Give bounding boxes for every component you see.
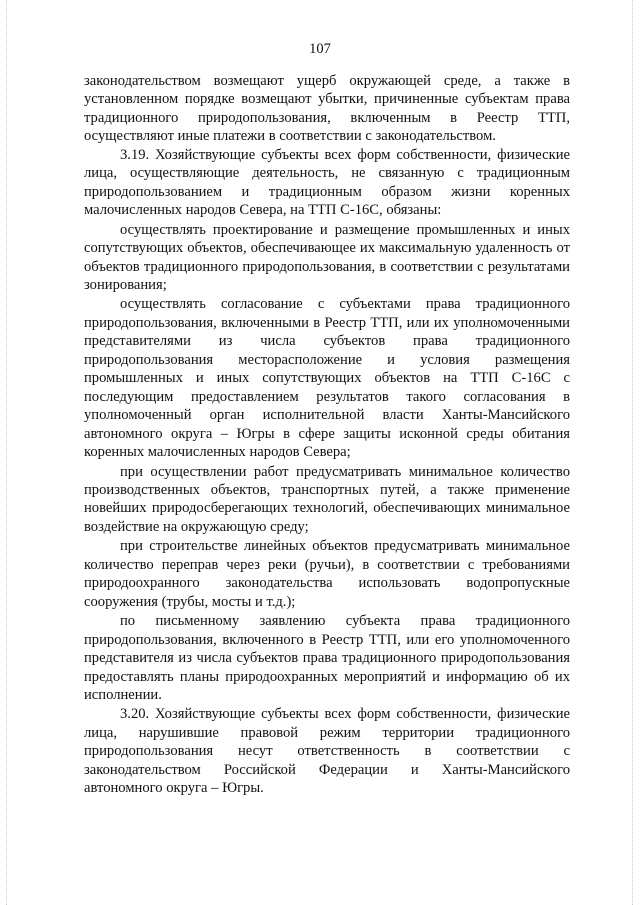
scan-edge-right bbox=[632, 0, 634, 905]
document-body bbox=[84, 72, 570, 798]
paragraph-obligation-river-crossings: при строительстве линейных объектов предусматривать минимальное количество переправ через реки (ручьи), в соответствии с требованиями природоохранного законодательства использовать водопропускные сооружения (трубы, мосты и т.д.); bbox=[84, 538, 570, 610]
paragraph-continuation: законодательством возмещают ущерб окружающей среде, а также в установленном порядке возмещают убытки, причиненные субъектам права традиционного природопользования, включенным в Реестр ТТП, осуществляют иные платежи в соответствии с законодательством. bbox=[84, 73, 570, 145]
paragraph-obligation-design: осуществлять проектирование и размещение промышленных и иных сопутствующих объектов, обеспечивающее их максимальную удаленность от объектов традиционного природопользования, в соответствии с результатами зонирования; bbox=[84, 221, 570, 293]
page-number: 107 bbox=[309, 41, 331, 57]
scan-edge-left bbox=[6, 0, 8, 905]
paragraph-clause-3-19: 3.19. Хозяйствующие субъекты всех форм собственности, физические лица, осуществляющие деятельность, не связанную с традиционным природопользованием и традиционным образом жизни коренных малочисленных народов Севера, на ТТП С-16С, обязаны: bbox=[84, 146, 570, 219]
paragraph-clause-3-20: 3.20. Хозяйствующие субъекты всех форм собственности, физические лица, нарушившие правовой режим территории традиционного природопользования несут ответственность в соответствии с законодательством Российской Федерации и Ханты-Мансийского автономного округа – Югры. bbox=[84, 706, 570, 797]
paragraph-obligation-minimal-impact: при осуществлении работ предусматривать минимальное количество производственных объектов, транспортных путей, а также применение новейших природосберегающих технологий, обеспечивающих минимальное воздействие на окружающую среду; bbox=[84, 463, 570, 535]
paragraph-obligation-agreement: осуществлять согласование с субъектами права традиционного природопользования, включенными в Реестр ТТП, или их уполномоченными представителями из числа субъектов права традиционного природопользования месторасположение и условия размещения промышленных и иных сопутствующих объектов на ТТП С-16С с последующим предоставлением результатов такого согласования в уполномоченный орган исполнительной власти Ханты-Мансийского автономного округа – Югры в сфере защиты исконной среды обитания коренных малочисленных народов Севера; bbox=[84, 296, 570, 461]
paragraph-obligation-plans: по письменному заявлению субъекта права традиционного природопользования, включенного в Реестр ТТП, или его уполномоченного представителя из числа субъектов права традиционного природопользования предоставлять планы природоохранных мероприятий и информацию об их исполнении. bbox=[84, 613, 570, 703]
